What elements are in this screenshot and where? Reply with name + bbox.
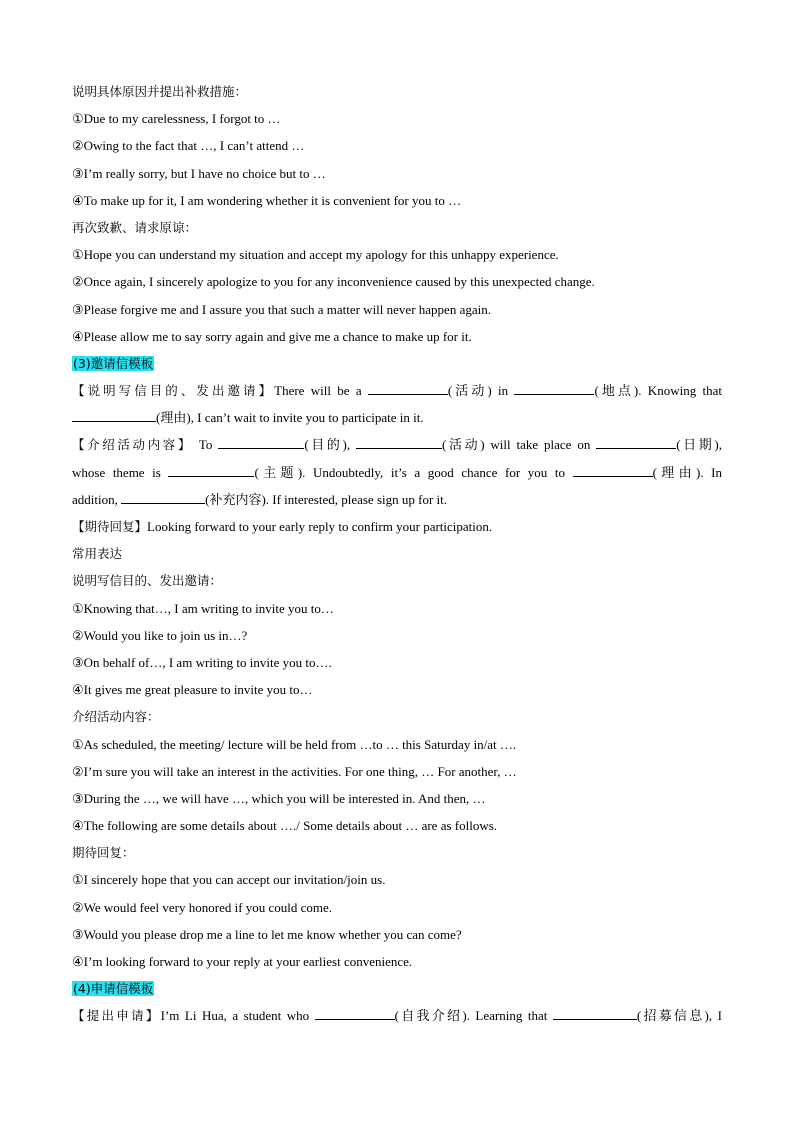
text-run: whose theme is: [72, 464, 169, 480]
list-item: ④The following are some details about …./ Some details about … are as follows.: [72, 818, 498, 834]
bracket-tag: 【提出申请】: [72, 1008, 161, 1024]
bracket-tag: 【介绍活动内容】: [72, 437, 194, 453]
fill-blank: [573, 464, 653, 477]
fill-blank: [368, 382, 448, 395]
list-item: ②Once again, I sincerely apologize to you for any inconvenience caused by this unexpected change.: [72, 274, 595, 290]
text-run: (理由), I can’t wait to invite you to participate in it.: [156, 410, 424, 426]
text-run: (自我介绍). Learning that: [394, 1008, 553, 1024]
text-run: Looking forward to your early reply to confirm your participation.: [147, 519, 493, 534]
text-run: (目的),: [304, 437, 356, 453]
fill-blank: [553, 1007, 637, 1020]
section-heading-apology: 再次致歉、请求原谅：: [72, 219, 198, 235]
fill-blank: [72, 409, 156, 422]
list-item: ③During the …, we will have …, which you will be interested in. And then, …: [72, 790, 486, 806]
text-run: I’m Li Hua, a student who: [160, 1008, 315, 1024]
bracket-tag: 【说明写信目的、发出邀请】: [72, 383, 275, 399]
fill-blank: [356, 436, 442, 449]
text-run: (补充内容). If interested, please sign up for it.: [205, 491, 447, 507]
section-heading-remedy: 说明具体原因并提出补救措施：: [72, 84, 248, 99]
subheading-content: 介绍活动内容：: [72, 709, 160, 725]
text-run: (活动) in: [447, 383, 515, 399]
list-item: ②We would feel very honored if you could come.: [72, 899, 333, 915]
subheading-purpose: 说明写信目的、发出邀请：: [72, 573, 223, 589]
invite-paragraph-1-line-2: [72, 404, 722, 431]
bracket-tag: 【期待回复】: [72, 519, 148, 534]
common-expressions-heading: 常用表达: [72, 546, 123, 562]
highlighted-title: (3)邀请信模板: [73, 355, 154, 371]
fill-blank: [315, 1007, 395, 1020]
text-run: (日期),: [676, 437, 722, 453]
list-item: ③I’m really sorry, but I have no choice but to …: [72, 165, 326, 181]
list-item: ④It gives me great pleasure to invite you to…: [72, 682, 313, 698]
fill-blank: [514, 382, 594, 395]
list-item: ④I’m looking forward to your reply at your earliest convenience.: [72, 954, 413, 969]
fill-blank: [218, 436, 304, 449]
text-run: To: [193, 437, 219, 453]
list-item: ①As scheduled, the meeting/ lecture will be held from …to … this Saturday in/at ….: [72, 736, 517, 752]
invitation-template-title: [72, 350, 722, 377]
list-item: ③Would you please drop me a line to let me know whether you can come?: [72, 926, 462, 942]
text-run: (活动) will take place on: [441, 437, 597, 453]
list-item: ②Would you like to join us in…?: [72, 627, 248, 643]
fill-blank: [596, 436, 676, 449]
list-item: ②I’m sure you will take an interest in the activities. For one thing, … For another, …: [72, 763, 517, 779]
text-run: (理由). In: [652, 464, 722, 480]
list-item: ①Hope you can understand my situation and accept my apology for this unhappy experience.: [72, 247, 559, 263]
subheading-reply: 期待回复：: [72, 845, 135, 861]
list-item: ④Please allow me to say sorry again and give me a chance to make up for it.: [72, 328, 472, 344]
invite-paragraph-3: [72, 513, 722, 540]
invite-paragraph-2-line-2: [72, 459, 722, 486]
text-run: addition,: [72, 491, 122, 507]
list-item: ①Knowing that…, I am writing to invite you to…: [72, 600, 334, 616]
apply-paragraph-1-line-1: [72, 1002, 722, 1029]
text-run: (招募信息), I: [636, 1008, 722, 1024]
text-run: There will be a: [274, 383, 368, 399]
text-run: (地点). Knowing that: [594, 383, 722, 399]
fill-blank: [121, 491, 205, 504]
fill-blank: [168, 464, 254, 477]
text-run: (主题). Undoubtedly, it’s a good chance for you to: [254, 464, 573, 480]
list-item: ③On behalf of…, I am writing to invite you to….: [72, 654, 332, 670]
highlighted-title: (4)申请信模板: [73, 981, 154, 997]
list-item: ③Please forgive me and I assure you that such a matter will never happen again.: [72, 301, 491, 317]
document-page: [72, 78, 722, 1030]
list-item: ④To make up for it, I am wondering whether it is convenient for you to …: [72, 192, 462, 208]
list-item: ①I sincerely hope that you can accept our invitation/join us.: [72, 872, 386, 888]
list-item: ①Due to my carelessness, I forgot to …: [72, 111, 281, 127]
application-template-title: [72, 975, 722, 1002]
list-item: ②Owing to the fact that …, I can’t attend …: [72, 138, 305, 154]
invite-paragraph-2-line-3: [72, 486, 722, 513]
invite-paragraph-2-line-1: [72, 431, 722, 458]
invite-paragraph-1-line-1: [72, 377, 722, 404]
